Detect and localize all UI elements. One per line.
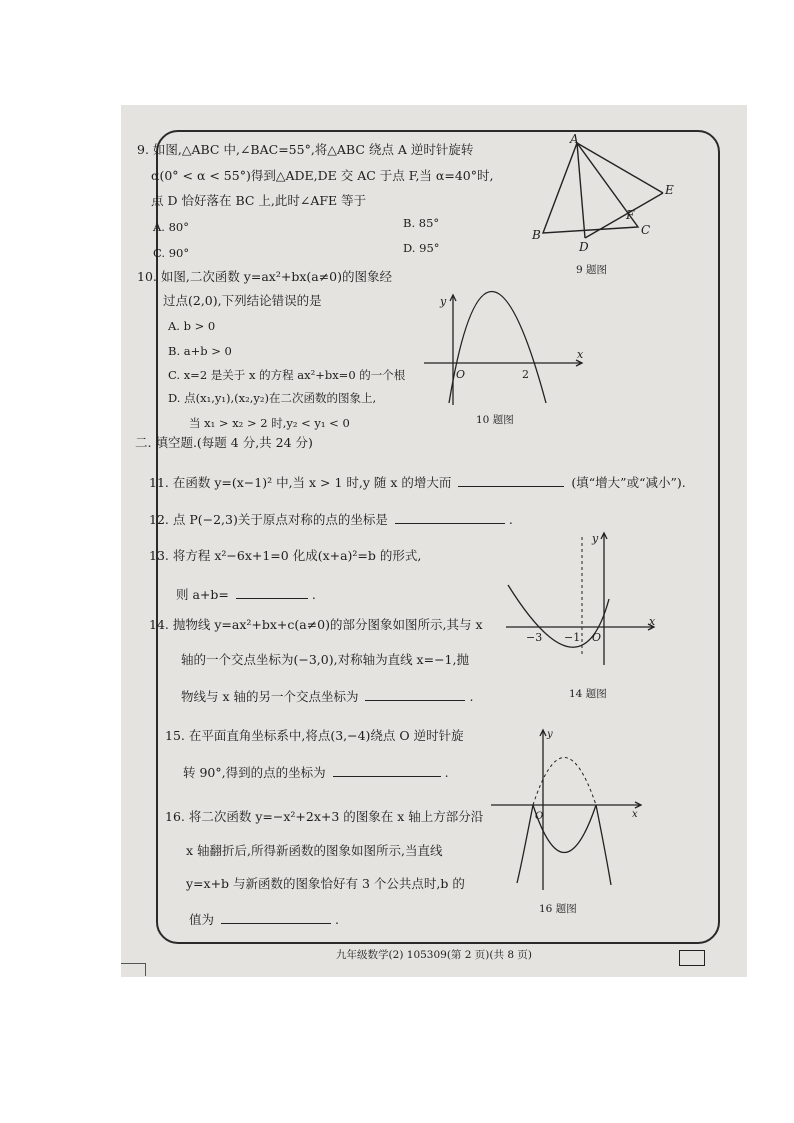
q16-prompt: 值为 bbox=[189, 912, 215, 927]
q15-line2: 转 90°,得到的点的坐标为 . bbox=[183, 765, 449, 780]
q12-prompt: 12. 点 P(−2,3)关于原点对称的点的坐标是 bbox=[149, 512, 388, 527]
q11-prompt: 11. 在函数 y=(x−1)² 中,当 x > 1 时,y 随 x 的增大而 bbox=[149, 475, 452, 490]
q10-line1: 10. 如图,二次函数 y=ax²+bx(a≠0)的图象经 bbox=[137, 269, 393, 284]
q10-option-c: C. x=2 是关于 x 的方程 ax²+bx=0 的一个根 bbox=[168, 368, 406, 382]
q15-answer-blank[interactable] bbox=[333, 764, 441, 777]
q9-line2: α(0° < α < 55°)得到△ADE,DE 交 AC 于点 F,当 α=40°时, bbox=[151, 168, 494, 183]
q14-answer-blank[interactable] bbox=[365, 688, 465, 701]
q9-option-c: C. 90° bbox=[153, 246, 190, 260]
q13-line1: 13. 将方程 x²−6x+1=0 化成(x+a)²=b 的形式, bbox=[149, 548, 422, 563]
corner-mark bbox=[121, 963, 146, 976]
q10-option-a: A. b > 0 bbox=[168, 319, 216, 333]
q14-line3: 物线与 x 轴的另一个交点坐标为 . bbox=[181, 689, 474, 704]
q10-option-b: B. a+b > 0 bbox=[168, 344, 232, 358]
q10-label-x: x bbox=[577, 348, 584, 361]
q9-caption: 9 题图 bbox=[576, 264, 608, 276]
q16-line1: 16. 将二次函数 y=−x²+2x+3 的图象在 x 轴上方部分沿 bbox=[165, 809, 484, 824]
q13-answer-blank[interactable] bbox=[236, 586, 308, 599]
q9-label-a: A bbox=[570, 132, 579, 146]
exam-page-photo bbox=[121, 105, 747, 977]
q15-prompt: 转 90°,得到的点的坐标为 bbox=[183, 765, 326, 780]
q11-answer-blank[interactable] bbox=[458, 474, 564, 487]
score-box bbox=[679, 950, 705, 966]
page-footer: 九年级数学(2) 105309(第 2 页)(共 8 页) bbox=[336, 949, 532, 961]
q16-line2: x 轴翻折后,所得新函数的图象如图所示,当直线 bbox=[186, 843, 443, 858]
q11-text bbox=[149, 474, 686, 491]
q10-label-2: 2 bbox=[522, 368, 529, 381]
q9-label-c: C bbox=[641, 223, 651, 237]
q10-label-y: y bbox=[440, 295, 447, 308]
q12-text: 12. 点 P(−2,3)关于原点对称的点的坐标是 . bbox=[149, 512, 513, 527]
q10-caption: 10 题图 bbox=[476, 414, 514, 426]
q9-label-f: F bbox=[626, 208, 635, 222]
q14-label-minus1: −1 bbox=[564, 631, 581, 644]
q14-line1: 14. 抛物线 y=ax²+bx+c(a≠0)的部分图象如图所示,其与 x bbox=[149, 617, 483, 632]
q9-triangle-figure bbox=[529, 132, 679, 265]
q11-suffix: (填“增大”或“减小”). bbox=[571, 475, 686, 490]
q13-prompt: 则 a+b= bbox=[176, 587, 229, 602]
q16-answer-blank[interactable] bbox=[221, 911, 331, 924]
q16-label-o: O bbox=[535, 811, 544, 822]
q10-option-d: D. 点(x₁,y₁),(x₂,y₂)在二次函数的图象上, bbox=[168, 391, 377, 405]
q9-option-b: B. 85° bbox=[403, 216, 440, 230]
section-2-heading: 二. 填空题.(每题 4 分,共 24 分) bbox=[135, 435, 313, 450]
q16-label-x: x bbox=[632, 809, 638, 820]
q14-parabola-figure bbox=[506, 527, 666, 667]
q16-line4: 值为 . bbox=[189, 912, 339, 927]
q10-line2: 过点(2,0),下列结论错误的是 bbox=[163, 293, 322, 308]
q9-line1: 9. 如图,△ABC 中,∠BAC=55°,将△ABC 绕点 A 逆时针旋转 bbox=[137, 142, 474, 157]
q10-label-o: O bbox=[456, 368, 466, 381]
q14-label-o: O bbox=[592, 631, 602, 644]
q16-folded-parabola-figure bbox=[491, 725, 651, 895]
q9-option-d: D. 95° bbox=[403, 241, 440, 255]
q14-caption: 14 题图 bbox=[569, 688, 607, 700]
q14-line2: 轴的一个交点坐标为(−3,0),对称轴为直线 x=−1,抛 bbox=[181, 652, 469, 667]
q14-label-minus3: −3 bbox=[526, 631, 543, 644]
q10-parabola-figure bbox=[424, 290, 594, 410]
q13-line2: 则 a+b= . bbox=[176, 587, 316, 602]
q15-line1: 15. 在平面直角坐标系中,将点(3,−4)绕点 O 逆时针旋 bbox=[165, 728, 464, 743]
q14-label-y: y bbox=[592, 532, 599, 545]
q9-line3: 点 D 恰好落在 BC 上,此时∠AFE 等于 bbox=[151, 193, 367, 208]
q9-label-e: E bbox=[665, 183, 674, 197]
q9-option-a: A. 80° bbox=[153, 220, 189, 234]
q16-caption: 16 题图 bbox=[539, 903, 577, 915]
q16-line3: y=x+b 与新函数的图象恰好有 3 个公共点时,b 的 bbox=[186, 876, 465, 891]
q14-label-x: x bbox=[649, 615, 656, 628]
q9-label-b: B bbox=[532, 228, 541, 242]
q16-label-y: y bbox=[547, 729, 553, 740]
q10-option-d-line2: 当 x₁ > x₂ > 2 时,y₂ < y₁ < 0 bbox=[189, 416, 350, 430]
q9-label-d: D bbox=[579, 240, 589, 254]
q14-prompt: 物线与 x 轴的另一个交点坐标为 bbox=[181, 689, 359, 704]
q12-answer-blank[interactable] bbox=[395, 511, 505, 524]
